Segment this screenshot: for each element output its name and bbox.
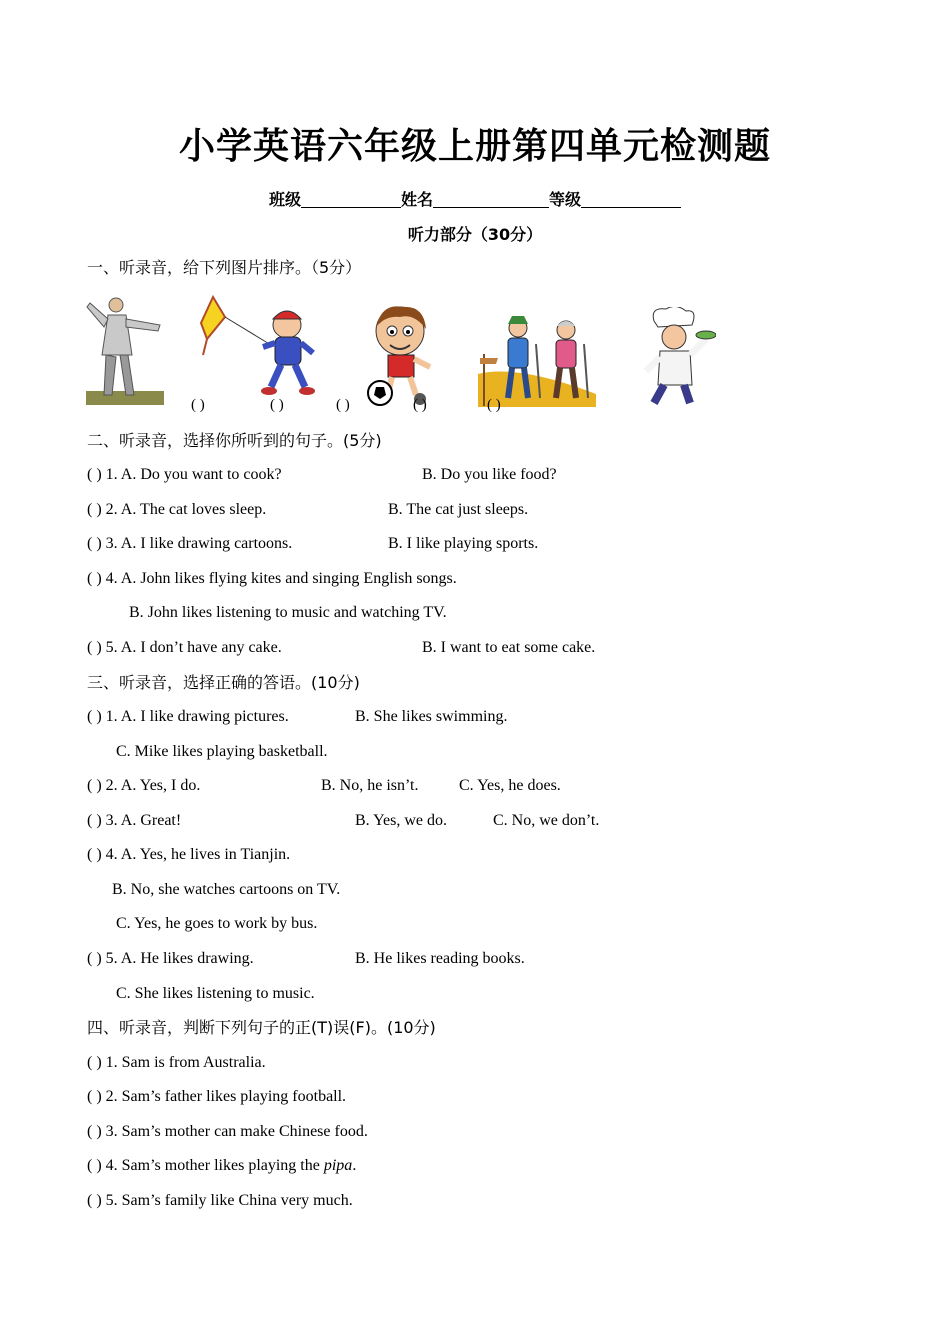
s2-q5-option-a: ( ) 5. A. I don’t have any cake. (87, 639, 282, 656)
s3-q3-option-b: B. Yes, we do. (355, 812, 448, 829)
s2-q2-option-a: ( ) 2. A. The cat loves sleep. (87, 501, 267, 518)
s2-q3-option-b: B. I like playing sports. (388, 535, 539, 552)
s2-q1-option-b: B. Do you like food? (422, 466, 557, 483)
picture-answer-1[interactable]: ( ) (191, 397, 205, 413)
chef-icon (636, 307, 716, 407)
s3-q3-option-a: ( ) 3. A. Great! (87, 812, 182, 829)
section1-heading: 一、听录音，给下列图片排序。（5分） (87, 258, 362, 277)
section4-heading: 四、听录音，判断下列句子的正(T)误(F)。(10分) (87, 1018, 436, 1037)
s4-statement-4-end: . (352, 1157, 357, 1174)
s4-statement-4 (87, 1156, 356, 1176)
s4-statement-2: ( ) 2. Sam’s father likes playing football. (87, 1088, 347, 1105)
s4-statement-3: ( ) 3. Sam’s mother can make Chinese food. (87, 1123, 368, 1140)
s2-q2-option-b: B. The cat just sleeps. (388, 501, 529, 518)
s2-q5-option-b: B. I want to eat some cake. (422, 639, 596, 656)
picture-answer-5[interactable]: ( ) (487, 397, 501, 413)
s2-q4-option-b: B. John likes listening to music and watching TV. (129, 604, 447, 621)
section3-heading: 三、听录音，选择正确的答语。(10分) (87, 673, 360, 692)
s3-q4-option-b: B. No, she watches cartoons on TV. (112, 881, 341, 898)
s3-q2-option-b: B. No, he isn’t. (321, 777, 419, 794)
s3-q1-option-a: ( ) 1. A. I like drawing pictures. (87, 708, 289, 725)
s4-statement-4-text: ( ) 4. Sam’s mother likes playing the (87, 1157, 324, 1174)
picture-answer-2[interactable]: ( ) (270, 397, 284, 413)
s3-q2-option-a: ( ) 2. A. Yes, I do. (87, 777, 201, 794)
student-info-row (0, 187, 950, 210)
page-title: 小学英语六年级上册第四单元检测题 (178, 126, 771, 167)
grade-label: 等级 (549, 190, 582, 209)
s3-q1-option-c: C. Mike likes playing basketball. (116, 743, 328, 760)
class-label: 班级 (268, 190, 301, 209)
hikers-icon (478, 314, 596, 407)
taichi-icon (86, 295, 164, 407)
picture-answer-3[interactable]: ( ) (336, 397, 350, 413)
s4-statement-4-pipa: pipa (323, 1157, 353, 1174)
soccer-boy-icon (362, 303, 442, 407)
s3-q4-option-c: C. Yes, he goes to work by bus. (116, 915, 318, 932)
grade-blank[interactable] (581, 191, 681, 208)
section2-heading: 二、听录音，选择你所听到的句子。(5分) (87, 431, 382, 450)
s3-q2-option-c: C. Yes, he does. (459, 777, 561, 794)
s3-q5-option-c: C. She likes listening to music. (116, 985, 315, 1002)
s3-q5-option-b: B. He likes reading books. (355, 950, 525, 967)
picture-answer-4[interactable]: ( ) (413, 397, 427, 413)
s4-statement-1: ( ) 1. Sam is from Australia. (87, 1054, 266, 1071)
listening-part-heading: 听力部分（30分） (407, 225, 543, 244)
name-label: 姓名 (400, 190, 433, 209)
kite-boy-icon (197, 295, 319, 400)
s3-q5-option-a: ( ) 5. A. He likes drawing. (87, 950, 254, 967)
s3-q3-option-c: C. No, we don’t. (493, 812, 600, 829)
class-blank[interactable] (301, 191, 401, 208)
s4-statement-5: ( ) 5. Sam’s family like China very much. (87, 1192, 353, 1209)
s2-q4-option-a: ( ) 4. A. John likes flying kites and singing English songs. (87, 570, 457, 587)
s3-q1-option-b: B. She likes swimming. (355, 708, 508, 725)
s2-q1-option-a: ( ) 1. A. Do you want to cook? (87, 466, 282, 483)
s3-q4-option-a: ( ) 4. A. Yes, he lives in Tianjin. (87, 846, 291, 863)
name-blank[interactable] (433, 191, 549, 208)
s2-q3-option-a: ( ) 3. A. I like drawing cartoons. (87, 535, 293, 552)
